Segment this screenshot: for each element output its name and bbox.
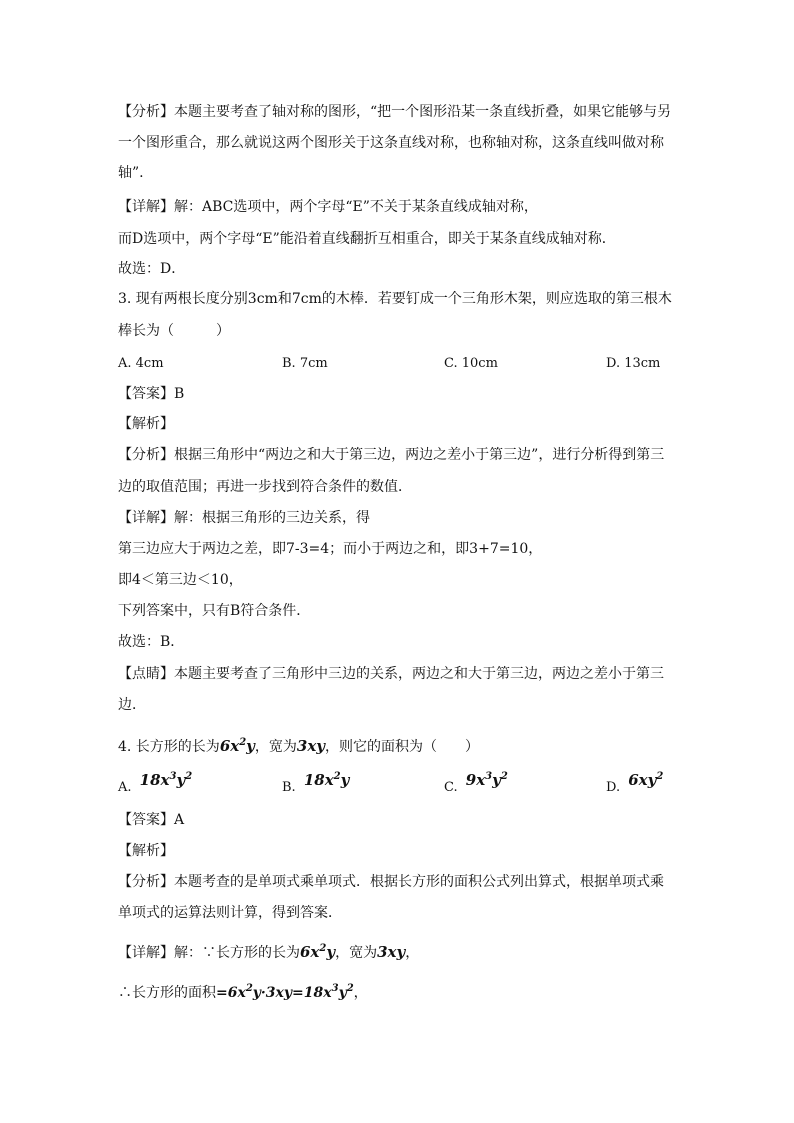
q3-option-d: D. 13cm (606, 356, 661, 371)
q4-area-prefix: ∴长方形的面积 (118, 985, 216, 1001)
q4-option-b-expr: $18x^2y$ (303, 771, 350, 789)
q4-stem-suffix: ，则它的面积为（ ） (325, 739, 479, 755)
q4-stem-length-expr: $6x^2y$ (219, 737, 255, 755)
q4-option-b-label: B. (282, 780, 296, 795)
q3-comment-line-2: 边． (118, 697, 146, 713)
q3-detail-line-4: 下列答案中，只有B符合条件． (118, 603, 311, 619)
q2-detail-line-2: 而D选项中，两个字母“E”能沿着直线翻折互相重合，即关于某条直线成轴对称． (118, 231, 616, 247)
q3-jiexi-heading: 【解析】 (118, 416, 174, 432)
q4-area-suffix: ， (353, 985, 368, 1001)
q3-detail-line-3: 即4＜第三边＜10， (118, 572, 243, 588)
q4-option-a-expr: $18x^3y^2$ (139, 771, 193, 789)
q4-option-d-expr: $6xy^2$ (628, 771, 664, 789)
q2-detail-line-1: 【详解】解：ABC选项中，两个字母“E”不关于某条直线成轴对称， (118, 199, 538, 215)
q4-stem (118, 737, 479, 756)
q3-detail-line-2: 第三边应大于两边之差，即7-3=4；而小于两边之和，即3+7=10， (118, 541, 543, 557)
q3-analysis-line-1: 【分析】根据三角形中“两边之和大于第三边，两边之差小于第三边”，进行分析得到第三 (118, 447, 665, 463)
q4-detail-prefix: 【详解】解：∵长方形的长为 (118, 945, 300, 961)
q3-stem-line-1: 3. 现有两根长度分别3cm和7cm的木棒．若要钉成一个三角形木架，则应选取的第三根木 (118, 291, 672, 307)
q4-area-line (118, 984, 368, 1002)
q4-stem-width-expr: 3xy (296, 737, 325, 755)
q4-jiexi-heading: 【解析】 (118, 843, 174, 859)
q4-detail-mid: ，宽为 (335, 945, 378, 961)
q4-detail-width-expr: 3xy (377, 943, 406, 961)
q4-option-b (282, 771, 350, 797)
q4-option-c-expr: $9x^3y^2$ (465, 771, 508, 789)
q3-analysis-line-2: 边的取值范围；再进一步找到符合条件的数值． (118, 479, 412, 495)
q4-option-c (444, 771, 508, 797)
q2-analysis-line-2: 一个图形重合，那么就说这两个图形关于这条直线对称，也称轴对称，这条直线叫做对称 (118, 135, 664, 151)
q4-option-a-label: A. (118, 780, 132, 795)
q4-option-a (118, 771, 193, 797)
q3-detail-line-1: 【详解】解：根据三角形的三边关系，得 (118, 510, 370, 526)
q4-stem-prefix: 4. 长方形的长为 (118, 739, 220, 755)
q4-area-expr: $=6x^2y\cdot 3xy=18x^3y^2$ (216, 983, 354, 1001)
q4-option-d-label: D. (606, 780, 621, 795)
q3-option-c: C. 10cm (444, 356, 498, 371)
q4-detail-suffix: ， (405, 945, 420, 961)
q4-detail-length-expr: $6x^2y$ (300, 943, 336, 961)
q3-answer: 【答案】B (118, 386, 185, 402)
q4-option-d (606, 771, 664, 797)
q4-answer: 【答案】A (118, 812, 185, 828)
q3-comment-line-1: 【点睛】本题主要考查了三角形中三边的关系，两边之和大于第三边，两边之差小于第三 (118, 666, 664, 682)
q4-stem-mid: ，宽为 (254, 739, 297, 755)
q4-analysis-line-2: 单项式的运算法则计算，得到答案． (118, 905, 342, 921)
q4-option-c-label: C. (444, 780, 458, 795)
q4-analysis-line-1: 【分析】本题考查的是单项式乘单项式．根据长方形的面积公式列出算式，根据单项式乘 (118, 874, 664, 890)
q3-option-b: B. 7cm (282, 356, 328, 371)
q4-detail-line (118, 943, 419, 962)
q3-option-a: A. 4cm (118, 356, 164, 371)
q3-conclusion: 故选：B． (118, 634, 185, 650)
q3-stem-line-2: 棒长为（ ） (118, 323, 230, 339)
q2-analysis-line-1: 【分析】本题主要考查了轴对称的图形，“把一个图形沿某一条直线折叠，如果它能够与另 (118, 104, 672, 120)
q2-conclusion: 故选：D． (118, 261, 186, 277)
q2-analysis-line-3: 轴”. (118, 165, 144, 181)
